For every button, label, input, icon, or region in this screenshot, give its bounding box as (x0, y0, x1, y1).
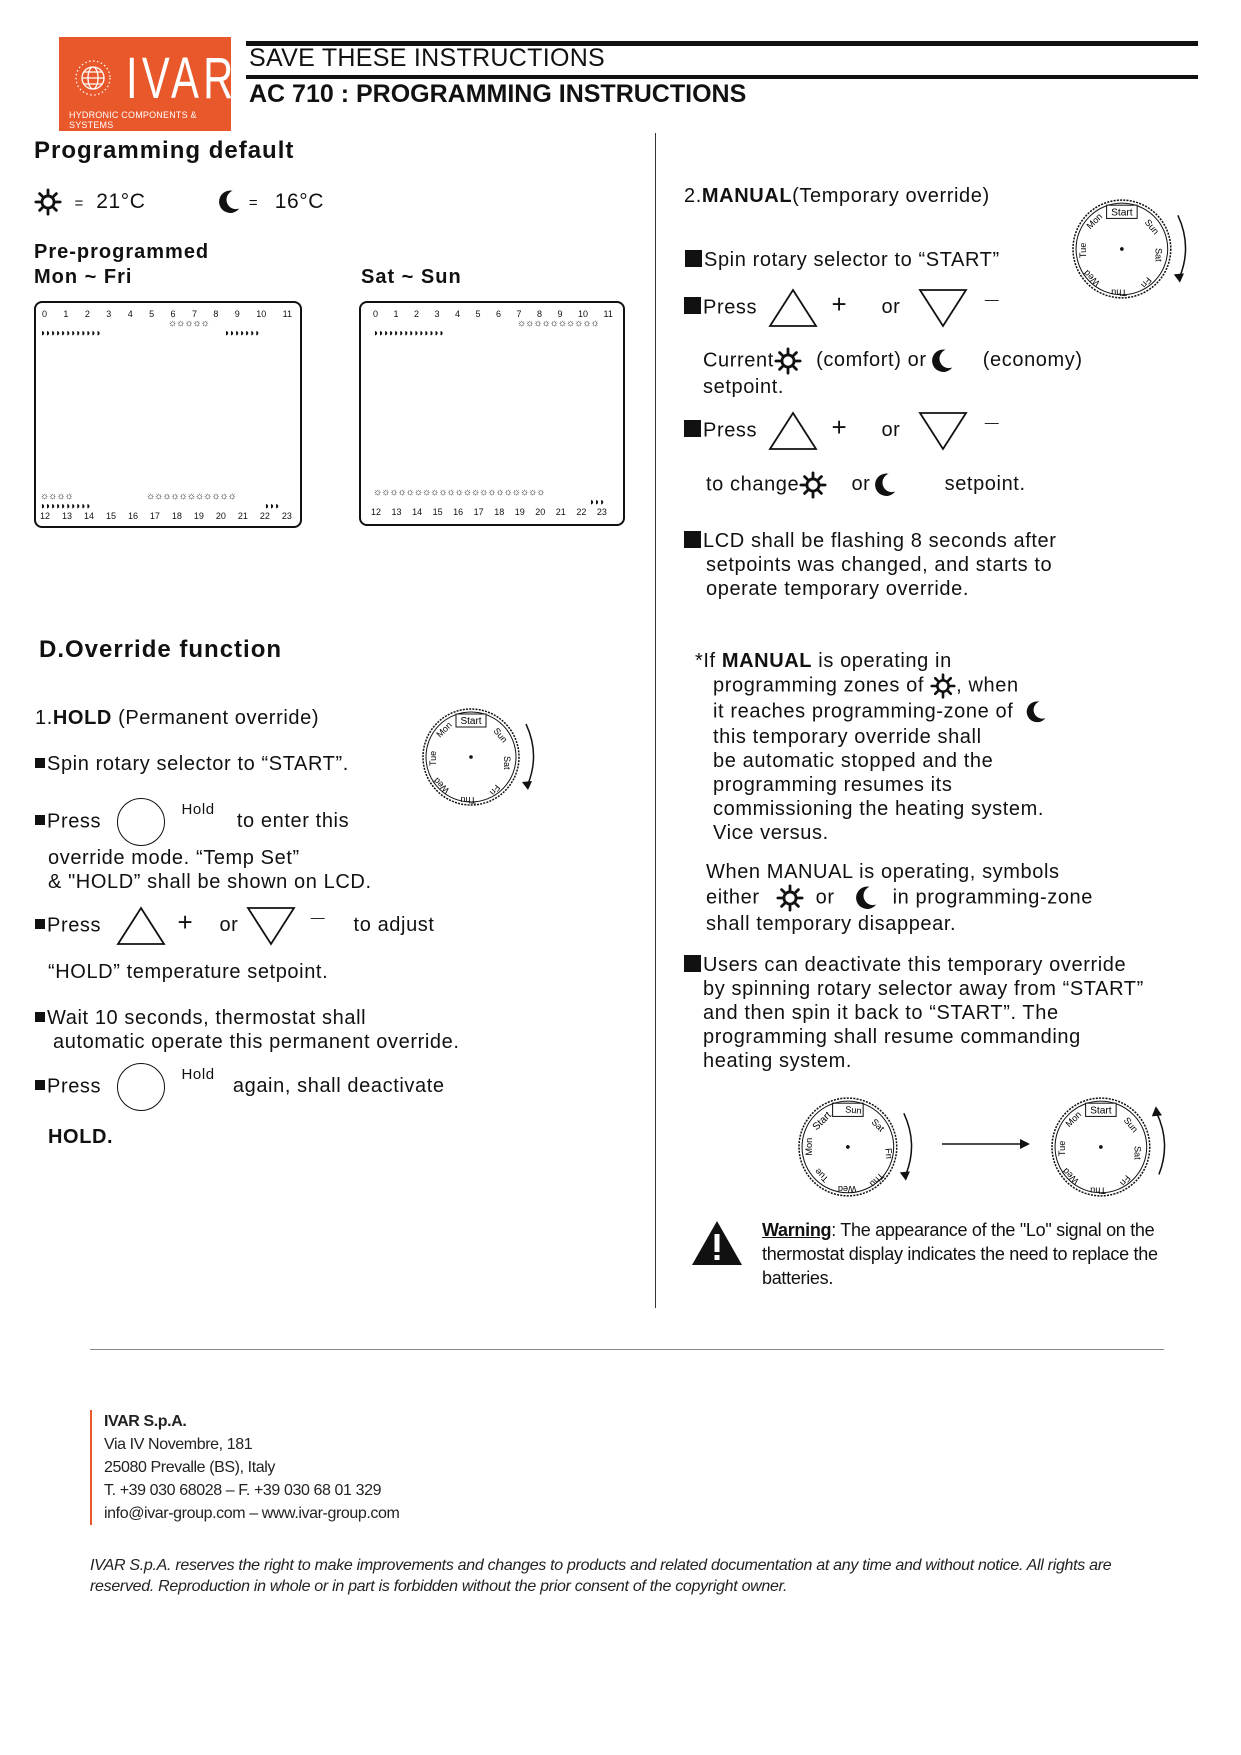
hour-label: 8 (213, 309, 219, 319)
when-manual-text (706, 860, 1093, 936)
hold-word: HOLD (52, 707, 112, 729)
triangle-up-icon (767, 287, 819, 329)
hour-label: 17 (149, 511, 160, 521)
preprog-label: Pre-programmed (34, 241, 210, 263)
dial-wed-label: Wed (1081, 267, 1102, 289)
manual-subtitle: (Temporary override) (792, 185, 990, 207)
dial-sat-label: Sat (502, 756, 512, 770)
economy-marks-bottom-night: ◗◗◗ (264, 501, 280, 512)
triangle-down-icon (917, 287, 969, 329)
hour-label: 13 (61, 511, 72, 521)
triangle-up-icon (767, 410, 819, 452)
or-label: or (881, 419, 901, 442)
current-label: Current (703, 349, 774, 372)
economy-marks-bottom: ◗◗◗◗◗◗◗◗◗◗ (40, 501, 91, 512)
hour-label: 11 (282, 309, 292, 319)
hour-label: 19 (514, 507, 525, 517)
minus-sign: — (984, 414, 1000, 430)
hold-step-adjust (35, 905, 435, 947)
rotation-arrow-icon (904, 1113, 912, 1174)
if-line8: Vice versus. (713, 822, 829, 844)
users-line3: and then spin it back to “START”. The (703, 1002, 1059, 1024)
hours-bottom (40, 511, 292, 521)
dial-sat-label: Sat (869, 1116, 887, 1134)
hour-label: 2 (414, 309, 420, 319)
comfort-marks-bottom: ☼☼☼☼☼☼☼☼☼☼☼☼☼☼☼☼☼☼☼☼☼ (373, 487, 545, 498)
hour-label: 6 (496, 309, 502, 319)
hour-label: 10 (578, 309, 589, 319)
when-zone: in programming-zone (892, 886, 1093, 909)
users-line5: heating system. (703, 1050, 853, 1072)
hour-label: 5 (149, 309, 155, 319)
hour-label: 3 (434, 309, 440, 319)
dial-tue-label: Tue (1078, 242, 1089, 259)
press-label: Press (703, 419, 758, 442)
dial-start-label: Start (460, 716, 482, 727)
hold-step-spin-text: Spin rotary selector to “START”. (47, 753, 349, 775)
hour-label: 16 (127, 511, 138, 521)
comfort-marks-top: ☼☼☼☼☼ (168, 318, 209, 329)
hours-top (42, 309, 292, 319)
dial-sun-label: Sun (1142, 217, 1161, 237)
economy-label: (economy) (982, 349, 1083, 372)
lcd-line2: setpoints was changed, and starts to (706, 554, 1053, 576)
or-label: or (851, 473, 871, 496)
hour-label: 0 (42, 309, 48, 319)
ivar-logo (59, 37, 238, 131)
triangle-up-icon (115, 905, 167, 947)
plus-sign: + (831, 412, 848, 443)
if-line2a: programming zones of (713, 674, 931, 697)
rotation-arrow-icon (1157, 1113, 1165, 1174)
to-adjust-text: to adjust (353, 914, 435, 937)
when-line3: shall temporary disappear. (706, 913, 957, 935)
dial-sun-label: Sun (1121, 1115, 1140, 1135)
wait-line2: automatic operate this permanent override. (53, 1031, 460, 1053)
if-manual-text (695, 649, 1049, 845)
dial-fri-label: Fri (883, 1147, 895, 1160)
economy-temp: 16°C (274, 189, 325, 213)
dial-tue-label: Tue (428, 750, 438, 766)
hour-label: 18 (171, 511, 182, 521)
hold-setpoint-text: “HOLD” temperature setpoint. (48, 961, 329, 983)
dial-thu-label: Thu (1111, 287, 1127, 298)
rotary-dial-icon (1043, 1093, 1173, 1205)
if-rest: is operating in (812, 650, 952, 672)
document-title: AC 710 : PROGRAMMING INSTRUCTIONS (249, 80, 747, 108)
rotary-dial-face (790, 1093, 917, 1205)
rotation-arrow-icon (526, 724, 534, 784)
hour-label: 7 (516, 309, 522, 319)
plus-sign: + (177, 907, 194, 938)
phone-line: T. +39 030 68028 – F. +39 030 68 01 329 (104, 1482, 382, 1499)
lcd-flashing-text (684, 529, 1057, 601)
footer-divider (90, 1349, 1164, 1350)
if-star: *If (695, 650, 722, 672)
hour-label: 11 (603, 309, 613, 319)
warning-body: : The appearance of the "Lo" signal on the thermostat display indicates the need to replace the batteries. (762, 1220, 1158, 1288)
minus-sign: — (310, 909, 326, 925)
hour-label: 3 (106, 309, 112, 319)
manual-number: 2. (684, 185, 702, 207)
hour-label: 6 (170, 309, 176, 319)
equals-sign: = (74, 194, 84, 212)
rotary-dial-face (1052, 1098, 1150, 1196)
hour-label: 2 (84, 309, 90, 319)
hour-label: 17 (473, 507, 484, 517)
hour-label: 18 (494, 507, 505, 517)
arrow-right-icon (940, 1136, 1032, 1152)
dial-thu-label: Thu (867, 1170, 886, 1189)
brand-name: IVAR (126, 46, 238, 111)
hour-label: 7 (191, 309, 197, 319)
hour-label: 15 (105, 511, 116, 521)
hour-label: 8 (537, 309, 543, 319)
dial-wed-label: Wed (837, 1183, 857, 1194)
hour-label: 20 (215, 511, 226, 521)
override-mode-line2: & "HOLD” shall be shown on LCD. (48, 871, 372, 893)
again-text: again, shall deactivate (232, 1075, 445, 1098)
weekend-label: Sat ~ Sun (361, 266, 462, 288)
dial-sun-label: Sun (844, 1104, 862, 1116)
hour-label: 14 (412, 507, 423, 517)
dial-start-label: Start (810, 1109, 834, 1133)
hour-label: 10 (256, 309, 267, 319)
dial-start-label: Start (1090, 1105, 1112, 1117)
manual-step-spin-text: Spin rotary selector to “START” (704, 249, 1000, 271)
setpoint-label: setpoint. (703, 376, 785, 398)
weekday-label (34, 240, 209, 290)
if-line6: programming resumes its (713, 774, 953, 796)
hold-heading (35, 706, 319, 730)
comfort-marks-bottom-evening: ☼☼☼☼☼☼☼☼☼☼☼ (146, 491, 236, 502)
save-instructions-title: SAVE THESE INSTRUCTIONS (249, 44, 606, 72)
moon-icon (851, 884, 879, 912)
users-deactivate-text (684, 953, 1144, 1073)
equals-sign: = (248, 194, 259, 212)
press-label: Press (47, 810, 102, 833)
hold-step-press (35, 798, 349, 846)
manual-step-press (684, 287, 999, 329)
rotary-dial-icon (418, 704, 538, 814)
hold-step-spin (35, 752, 349, 776)
hour-label: 22 (576, 507, 587, 517)
hour-label: 4 (127, 309, 133, 319)
current-setpoint-text (703, 347, 1083, 399)
enter-mode-text: to enter this (236, 810, 350, 833)
triangle-down-icon (245, 905, 297, 947)
dial-fri-label: Fri (1138, 275, 1154, 290)
address-line2: 25080 Prevalle (BS), Italy (104, 1459, 276, 1476)
moon-icon (1021, 699, 1049, 725)
comfort-temp: 21°C (96, 189, 146, 213)
if-line3: it reaches programming-zone of (713, 700, 1014, 723)
dial-tue-label: Tue (1057, 1140, 1068, 1157)
setpoint-label: setpoint. (944, 473, 1026, 496)
web-line[interactable]: info@ivar-group.com – www.ivar-group.com (104, 1505, 400, 1522)
hour-label: 14 (83, 511, 94, 521)
dial-mon-label: Mon (803, 1137, 814, 1156)
manual-step-spin (685, 248, 1000, 272)
hour-label: 9 (234, 309, 240, 319)
users-line2: by spinning rotary selector away from “START” (703, 978, 1144, 1000)
hold-button-label: Hold (181, 1066, 215, 1083)
hour-label: 0 (373, 309, 379, 319)
manual-heading (684, 184, 990, 208)
triangle-down-icon (917, 410, 969, 452)
dial-mon-label: Mon (434, 719, 454, 740)
economy-marks-top: ◗◗◗◗◗◗◗◗◗◗◗◗◗◗ (373, 328, 444, 339)
or-label: or (881, 296, 901, 319)
hold-button-label: Hold (181, 801, 215, 818)
economy-marks-top-evening: ◗◗◗◗◗◗◗ (224, 328, 260, 339)
press-label: Press (47, 914, 102, 937)
rotary-dial-icon (1064, 195, 1194, 307)
hold-end-text: HOLD. (48, 1126, 114, 1148)
dial-thu-label: Thu (460, 795, 476, 805)
manual-step-press-change (684, 410, 999, 452)
sun-icon (799, 471, 827, 499)
if-line2b: , when (956, 674, 1019, 697)
override-mode-text (48, 846, 372, 894)
hour-label: 15 (432, 507, 443, 517)
globe-icon (72, 57, 114, 99)
dial-fri-label: Fri (487, 782, 503, 798)
dial-wed-label: Wed (1060, 1165, 1081, 1187)
moon-icon (870, 471, 898, 499)
rotary-dial-icon (790, 1093, 920, 1205)
moon-icon (214, 188, 242, 216)
address-line1: Via IV Novembre, 181 (104, 1436, 253, 1453)
header-rule-middle (246, 75, 1198, 79)
press-label: Press (703, 296, 758, 319)
dial-start-label: Start (1111, 207, 1133, 219)
warning-label: Warning (762, 1220, 832, 1240)
if-manual-word: MANUAL (721, 650, 813, 672)
economy-marks-bottom-night: ◗◗◗ (589, 497, 605, 508)
rotary-dial-face (423, 709, 519, 805)
programming-default-title: Programming default (34, 137, 295, 164)
dial-tue-label: Tue (812, 1166, 831, 1185)
hour-label: 1 (63, 309, 69, 319)
rotation-arrow-icon (1178, 215, 1186, 276)
disclaimer: IVAR S.p.A. reserves the right to make improvements and changes to products and related documentation at any time and without notice. All rights are reserved. Reproduction in whole or in part is forbidden without the prior consent of the copyright owner. (90, 1557, 1112, 1595)
hour-label: 22 (259, 511, 270, 521)
economy-marks-top: ◗◗◗◗◗◗◗◗◗◗◗◗ (40, 328, 101, 339)
hour-label: 23 (596, 507, 607, 517)
to-change-text (706, 471, 1026, 499)
press-label: Press (47, 1075, 102, 1098)
comfort-marks-top: ☼☼☼☼☼☼☼☼☼☼ (517, 318, 599, 329)
sun-icon (930, 673, 956, 699)
sun-icon (34, 188, 62, 216)
sun-icon (776, 884, 804, 912)
manual-word: MANUAL (701, 185, 793, 207)
hour-label: 5 (475, 309, 481, 319)
company-address (90, 1410, 399, 1525)
lcd-line3: operate temporary override. (706, 578, 969, 600)
hour-label: 19 (193, 511, 204, 521)
if-line4: this temporary override shall (713, 726, 982, 748)
hour-label: 4 (455, 309, 461, 319)
warning-icon (690, 1219, 744, 1267)
if-line7: commissioning the heating system. (713, 798, 1045, 820)
round-button-icon (117, 1063, 165, 1111)
hours-bottom (371, 507, 607, 517)
lcd-line1: LCD shall be flashing 8 seconds after (703, 530, 1057, 552)
hour-label: 13 (391, 507, 402, 517)
comfort-marks-bottom: ☼☼☼☼ (40, 491, 73, 502)
to-change-label: to change (706, 473, 800, 496)
moon-icon (927, 347, 955, 375)
minus-sign: — (984, 291, 1000, 307)
users-line1: Users can deactivate this temporary override (703, 954, 1127, 976)
dial-mon-label: Mon (1084, 211, 1105, 232)
hour-label: 23 (281, 511, 292, 521)
dial-fri-label: Fri (1117, 1173, 1133, 1188)
dial-sun-label: Sun (491, 725, 510, 745)
lcd-mon-fri (34, 301, 302, 528)
dial-sat-label: Sat (1153, 247, 1164, 262)
mon-fri-label: Mon ~ Fri (34, 266, 133, 288)
warning-text (762, 1218, 1182, 1290)
brand-tagline: HYDRONIC COMPONENTS & SYSTEMS (69, 110, 197, 130)
override-function-title: D.Override function (39, 636, 283, 663)
plus-sign: + (831, 289, 848, 320)
hold-number: 1. (35, 707, 53, 729)
hour-label: 20 (535, 507, 546, 517)
comfort-label: (comfort) or (816, 349, 927, 372)
round-button-icon (117, 798, 165, 846)
dial-mon-label: Mon (1063, 1109, 1084, 1130)
when-either: either (706, 886, 760, 909)
hour-label: 21 (237, 511, 248, 521)
hour-label: 12 (40, 511, 51, 521)
dial-wed-label: Wed (431, 775, 452, 796)
when-line1: When MANUAL is operating, symbols (706, 861, 1060, 883)
dial-sat-label: Sat (1132, 1145, 1143, 1160)
if-line5: be automatic stopped and the (713, 750, 994, 772)
hour-label: 21 (555, 507, 566, 517)
rotary-dial-face (1073, 200, 1171, 298)
company-name: IVAR S.p.A. (104, 1413, 187, 1430)
hold-step-deactivate (35, 1063, 445, 1111)
wait-line1: Wait 10 seconds, thermostat shall (47, 1007, 367, 1029)
hour-label: 1 (393, 309, 399, 319)
hour-label: 9 (557, 309, 563, 319)
when-or: or (815, 886, 835, 909)
lcd-sat-sun (359, 301, 625, 526)
or-label: or (219, 914, 239, 937)
hour-label: 12 (371, 507, 382, 517)
users-line4: programming shall resume commanding (703, 1026, 1081, 1048)
default-temps (34, 188, 324, 216)
column-divider (655, 133, 656, 1308)
dial-thu-label: Thu (1090, 1185, 1106, 1196)
sun-icon (774, 347, 802, 375)
override-mode-line1: override mode. “Temp Set” (48, 847, 300, 869)
hold-subtitle: (Permanent override) (111, 707, 320, 729)
hour-label: 16 (453, 507, 464, 517)
wait-text (35, 1006, 460, 1054)
